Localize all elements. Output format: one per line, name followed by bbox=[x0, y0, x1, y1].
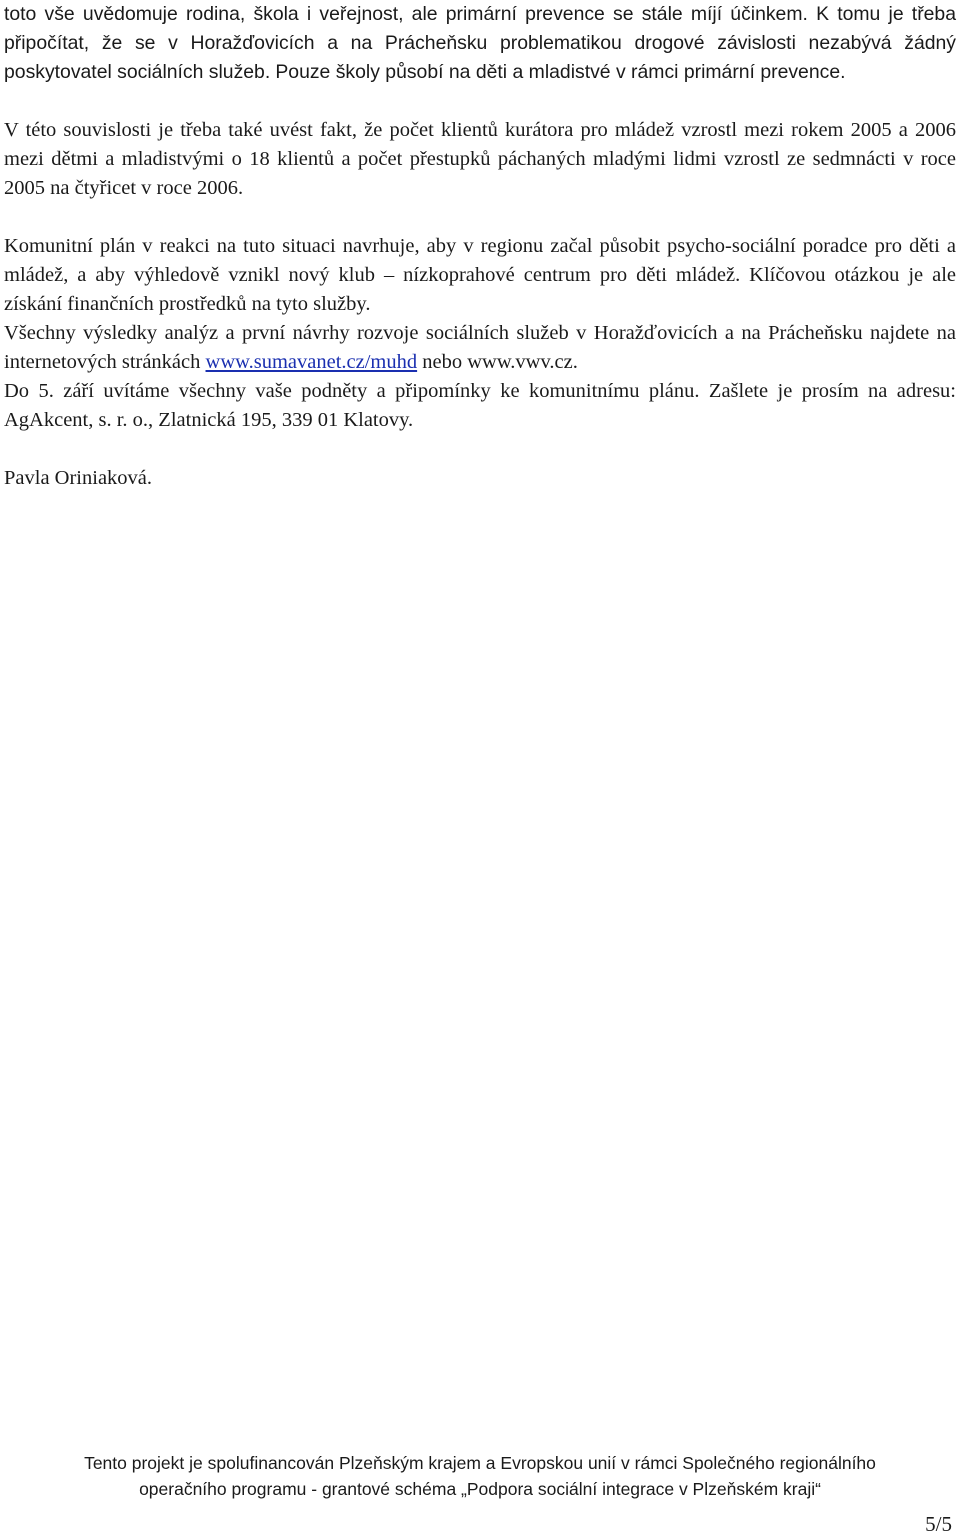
footer-line-2: operačního programu - grantové schéma „Podpora sociální integrace v Plzeňském kraji“ bbox=[139, 1479, 821, 1499]
paragraph-intro-serif: toto vše uvědomuje rodina, škola i veřejnost, ale primární prevence se stále míjí účinkem. K tomu je třeba připočítat, že se v Horažďovicích a na Prácheňsku problematikou drogové závislosti nezabývá žádný poskytovatel sociálních služeb. bbox=[4, 3, 956, 83]
page-footer bbox=[0, 1450, 960, 1502]
spacer bbox=[4, 435, 956, 464]
spacer bbox=[4, 87, 956, 116]
footer-line-1: Tento projekt je spolufinancován Plzeňským krajem a Evropskou unií v rámci Společného regionálního bbox=[84, 1453, 876, 1473]
paragraph-intro-prevention: Pouze školy působí na děti a mladistvé v rámci primární prevence. bbox=[275, 61, 846, 83]
paragraph-feedback: Do 5. září uvítáme všechny vaše podněty a připomínky ke komunitnímu plánu. Zašlete je prosím na adresu: AgAkcent, s. r. o., Zlatnická 195, 339 01 Klatovy. bbox=[4, 380, 956, 431]
paragraph-results-tail: nebo www.vwv.cz. bbox=[422, 351, 578, 373]
signature: Pavla Oriniaková. bbox=[4, 467, 153, 489]
paragraph-statistics: V této souvislosti je třeba také uvést fakt, že počet klientů kurátora pro mládež vzrostl mezi rokem 2005 a 2006 mezi dětmi a mladistvými o 18 klientů a počet přestupků páchaných mladými lidmi vzrostl ze sedmnácti v roce 2005 na čtyřicet v roce 2006. bbox=[4, 119, 956, 199]
paragraph-plan: Komunitní plán v reakci na tuto situaci navrhuje, aby v regionu začal působit psycho-sociální poradce pro děti a mládež, a aby výhledově vznikl nový klub – nízkoprahové centrum pro děti mládež. Klíčovou otázkou je ale získání finančních prostředků na tyto služby. bbox=[4, 235, 956, 315]
sumavanet-link[interactable]: www.sumavanet.cz/muhd bbox=[205, 351, 418, 373]
paragraph-results bbox=[4, 319, 956, 377]
paragraph-results-text: Všechny výsledky analýz a první návrhy rozvoje sociálních služeb v Horažďovicích a na Prácheňsku najdete na internetových stránkách bbox=[4, 322, 956, 373]
spacer bbox=[4, 203, 956, 232]
paragraph-intro bbox=[4, 0, 956, 87]
page-number: 5/5 bbox=[925, 1512, 952, 1536]
document-body bbox=[4, 0, 956, 493]
